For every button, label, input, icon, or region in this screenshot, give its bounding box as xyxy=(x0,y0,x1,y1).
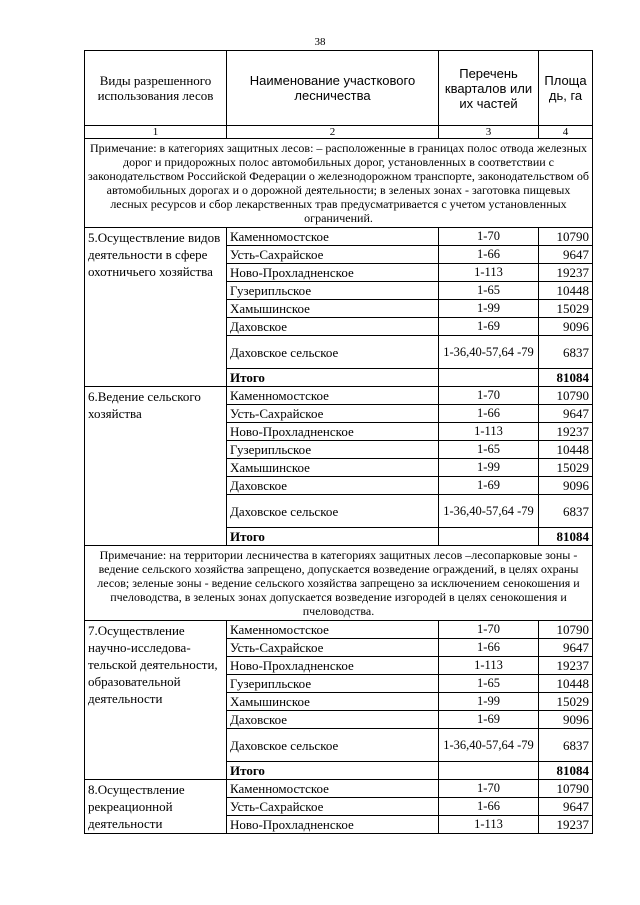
area: 19237 xyxy=(539,816,593,834)
header-forestry-name: Наименование участкового лесничества xyxy=(227,51,439,126)
column-number: 1 xyxy=(85,126,227,139)
quarters: 1-113 xyxy=(439,657,539,675)
quarters: 1-69 xyxy=(439,477,539,495)
forestry-name: Даховское xyxy=(227,318,439,336)
forestry-name: Ново-Прохладненское xyxy=(227,657,439,675)
forestry-name: Каменномостское xyxy=(227,387,439,405)
area: 19237 xyxy=(539,423,593,441)
area: 6837 xyxy=(539,495,593,528)
column-number: 2 xyxy=(227,126,439,139)
forestry-name: Даховское сельское xyxy=(227,729,439,762)
quarters: 1-70 xyxy=(439,621,539,639)
table-row xyxy=(85,228,593,246)
area: 6837 xyxy=(539,729,593,762)
quarters: 1-66 xyxy=(439,798,539,816)
activity-type: 6.Ведение сельского хозяйства xyxy=(85,387,227,546)
area: 10448 xyxy=(539,675,593,693)
area: 10790 xyxy=(539,228,593,246)
forestry-name: Ново-Прохладненское xyxy=(227,264,439,282)
area: 6837 xyxy=(539,336,593,369)
quarters: 1-113 xyxy=(439,423,539,441)
quarters: 1-99 xyxy=(439,693,539,711)
area: 19237 xyxy=(539,657,593,675)
quarters: 1-66 xyxy=(439,405,539,423)
forestry-name: Хамышинское xyxy=(227,693,439,711)
forestry-name: Усть-Сахрайское xyxy=(227,405,439,423)
quarters: 1-69 xyxy=(439,711,539,729)
area: 9096 xyxy=(539,318,593,336)
area: 9647 xyxy=(539,798,593,816)
forestry-name: Гузерипльское xyxy=(227,675,439,693)
area: 9647 xyxy=(539,405,593,423)
quarters: 1-70 xyxy=(439,780,539,798)
header-quarters: Перечень кварталов или их частей xyxy=(439,51,539,126)
quarters: 1-70 xyxy=(439,387,539,405)
total-label: Итого xyxy=(227,762,439,780)
area: 9096 xyxy=(539,711,593,729)
forestry-name: Гузерипльское xyxy=(227,282,439,300)
activity-type: 7.Осуществление научно-исследова-тельской деятельности, образовательной деятельности xyxy=(85,621,227,780)
area: 15029 xyxy=(539,300,593,318)
table-header-row xyxy=(85,51,593,126)
quarters: 1-36,40-57,64 -79 xyxy=(439,495,539,528)
forestry-name: Даховское xyxy=(227,477,439,495)
table-row xyxy=(85,387,593,405)
table-row xyxy=(85,780,593,798)
forest-use-table xyxy=(84,50,593,834)
area: 10448 xyxy=(539,282,593,300)
area: 19237 xyxy=(539,264,593,282)
forestry-name: Каменномостское xyxy=(227,780,439,798)
note-text: Примечание: на территории лесничества в категориях защитных лесов –лесопарковые зоны - ведение сельского хозяйства запрещено, допускается возведение ограждений, в целях охраны лесов; зеленые зоны - ведение сельского хозяйства запрещено за исключением сенокошения и пчеловодства, в зеленых зонах допускается возведение изгородей в целях сенокошения и пчеловодства. xyxy=(85,546,593,621)
total-quarters-empty xyxy=(439,369,539,387)
total-quarters-empty xyxy=(439,528,539,546)
quarters: 1-99 xyxy=(439,459,539,477)
header-use-type: Виды разрешенного использования лесов xyxy=(85,51,227,126)
header-area: Площа дь, га xyxy=(539,51,593,126)
forestry-name: Гузерипльское xyxy=(227,441,439,459)
total-area: 81084 xyxy=(539,762,593,780)
quarters: 1-70 xyxy=(439,228,539,246)
column-number: 4 xyxy=(539,126,593,139)
forestry-name: Усть-Сахрайское xyxy=(227,798,439,816)
activity-type: 5.Осуществление видов деятельности в сфере охотничьего хозяйства xyxy=(85,228,227,387)
forestry-name: Даховское xyxy=(227,711,439,729)
area: 10790 xyxy=(539,387,593,405)
quarters: 1-65 xyxy=(439,675,539,693)
area: 10448 xyxy=(539,441,593,459)
quarters: 1-36,40-57,64 -79 xyxy=(439,729,539,762)
total-area: 81084 xyxy=(539,528,593,546)
forestry-name: Даховское сельское xyxy=(227,495,439,528)
quarters: 1-113 xyxy=(439,264,539,282)
forestry-name: Ново-Прохладненское xyxy=(227,816,439,834)
total-label: Итого xyxy=(227,369,439,387)
area: 9096 xyxy=(539,477,593,495)
quarters: 1-69 xyxy=(439,318,539,336)
area: 10790 xyxy=(539,780,593,798)
page-number: 38 xyxy=(314,36,326,48)
forestry-name: Хамышинское xyxy=(227,459,439,477)
quarters: 1-66 xyxy=(439,639,539,657)
quarters: 1-65 xyxy=(439,282,539,300)
column-number-row xyxy=(85,126,593,139)
forestry-name: Каменномостское xyxy=(227,228,439,246)
area: 9647 xyxy=(539,246,593,264)
forestry-name: Ново-Прохладненское xyxy=(227,423,439,441)
forestry-name: Даховское сельское xyxy=(227,336,439,369)
area: 15029 xyxy=(539,459,593,477)
column-number: 3 xyxy=(439,126,539,139)
area: 10790 xyxy=(539,621,593,639)
table-row xyxy=(85,621,593,639)
forestry-name: Хамышинское xyxy=(227,300,439,318)
activity-type: 8.Осуществление рекреационной деятельности xyxy=(85,780,227,834)
quarters: 1-113 xyxy=(439,816,539,834)
note-row xyxy=(85,139,593,228)
quarters: 1-99 xyxy=(439,300,539,318)
total-label: Итого xyxy=(227,528,439,546)
forestry-name: Усть-Сахрайское xyxy=(227,639,439,657)
quarters: 1-66 xyxy=(439,246,539,264)
note-text: Примечание: в категориях защитных лесов: – расположенные в границах полос отвода железных дорог и придорожных полос автомобильных дорог, установленных в соответствии с законодательством Российской Федерации о железнодорожном транспорте, законодательством об автомобильных дорогах и о дорожной деятельности; в зеленых зонах - заготовка пищевых лесных ресурсов и сбор лекарственных трав предусматривается с учетом установленных ограничений. xyxy=(85,139,593,228)
area: 15029 xyxy=(539,693,593,711)
total-area: 81084 xyxy=(539,369,593,387)
quarters: 1-65 xyxy=(439,441,539,459)
total-quarters-empty xyxy=(439,762,539,780)
quarters: 1-36,40-57,64 -79 xyxy=(439,336,539,369)
note-row xyxy=(85,546,593,621)
forestry-name: Каменномостское xyxy=(227,621,439,639)
area: 9647 xyxy=(539,639,593,657)
forestry-name: Усть-Сахрайское xyxy=(227,246,439,264)
